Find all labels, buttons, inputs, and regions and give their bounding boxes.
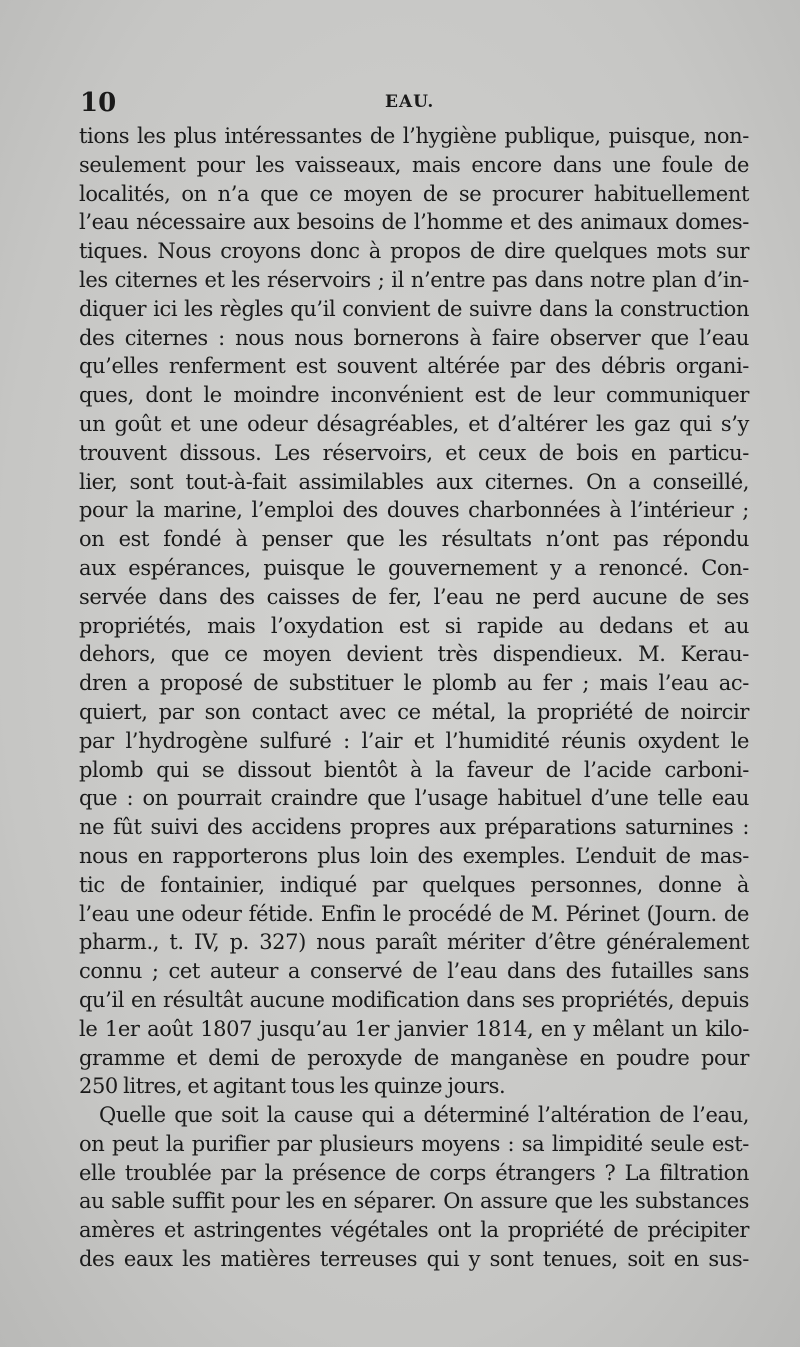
body-text — [79, 122, 749, 1274]
text-line: connu ; cet auteur a conservé de l’eau dans des futailles sans — [79, 959, 749, 984]
text-line: 250 litres, et agitant tous les quinze jours. — [79, 1074, 506, 1099]
text-line: le 1er août 1807 jusqu’au 1er janvier 1814, en y mêlant un kilo- — [79, 1016, 749, 1041]
text-line: elle troublée par la présence de corps étrangers ? La filtration — [79, 1160, 749, 1185]
text-line: on peut la purifier par plusieurs moyens : sa limpidité seule est- — [79, 1131, 749, 1156]
text-line: les citernes et les réservoirs ; il n’entre pas dans notre plan d’in- — [79, 267, 749, 292]
paragraph — [79, 1101, 749, 1274]
text-line: servée dans des caisses de fer, l’eau ne perd aucune de ses — [79, 584, 749, 609]
text-line: lier, sont tout-à-fait assimilables aux citernes. On a conseillé, — [79, 469, 749, 494]
text-line: Quelle que soit la cause qui a déterminé l’altération de l’eau, — [99, 1103, 749, 1128]
paragraph — [79, 122, 749, 1101]
text-line: plomb qui se dissout bientôt à la faveur de l’acide carboni- — [79, 757, 749, 782]
text-line: on est fondé à penser que les résultats n’ont pas répondu — [79, 527, 749, 552]
running-title: EAU. — [385, 92, 435, 112]
text-line: tions les plus intéressantes de l’hygiène publique, puisque, non- — [79, 124, 749, 148]
text-line: propriétés, mais l’oxydation est si rapide au dedans et au — [79, 613, 749, 638]
text-line: que : on pourrait craindre que l’usage habituel d’une telle eau — [79, 786, 749, 811]
text-line: des citernes : nous nous bornerons à faire observer que l’eau — [79, 325, 749, 350]
text-line: l’eau nécessaire aux besoins de l’homme et des animaux domes- — [79, 210, 749, 235]
text-line: pour la marine, l’emploi des douves charbonnées à l’intérieur ; — [79, 498, 749, 523]
text-line: au sable suffit pour les en séparer. On assure que les substances — [79, 1189, 749, 1214]
text-line: ne fût suivi des accidens propres aux préparations saturnines : — [79, 815, 749, 840]
text-line: aux espérances, puisque le gouvernement y a renoncé. Con- — [79, 555, 749, 580]
text-line: dehors, que ce moyen devient très dispendieux. M. Kerau- — [79, 642, 749, 667]
text-line: diquer ici les règles qu’il convient de suivre dans la construction — [79, 296, 749, 321]
text-line: trouvent dissous. Les réservoirs, et ceux de bois en particu- — [79, 440, 749, 465]
text-line: un goût et une odeur désagréables, et d’altérer les gaz qui s’y — [79, 411, 749, 436]
text-line: par l’hydrogène sulfuré : l’air et l’humidité réunis oxydent le — [79, 728, 749, 753]
text-line: seulement pour les vaisseaux, mais encore dans une foule de — [79, 152, 749, 177]
text-line: quiert, par son contact avec ce métal, la propriété de noircir — [79, 699, 749, 724]
text-line: pharm., t. IV, p. 327) nous paraît mériter d’être généralement — [79, 930, 749, 955]
text-line: des eaux les matières terreuses qui y sont tenues, soit en sus- — [79, 1247, 749, 1272]
text-line: dren a proposé de substituer le plomb au fer ; mais l’eau ac- — [79, 671, 749, 696]
page-number: 10 — [80, 88, 117, 118]
running-head — [80, 88, 750, 118]
text-line: tic de fontainier, indiqué par quelques personnes, donne à — [79, 872, 749, 897]
text-line: nous en rapporterons plus loin des exemples. L’enduit de mas- — [79, 843, 749, 868]
text-line: ques, dont le moindre inconvénient est de leur communiquer — [79, 383, 749, 408]
text-line: qu’il en résultât aucune modification dans ses propriétés, depuis — [79, 987, 749, 1012]
text-line: qu’elles renferment est souvent altérée par des débris organi- — [79, 354, 749, 379]
text-line: localités, on n’a que ce moyen de se procurer habituellement — [79, 181, 749, 206]
text-line: amères et astringentes végétales ont la propriété de précipiter — [79, 1218, 749, 1243]
text-line: l’eau une odeur fétide. Enfin le procédé de M. Périnet (Journ. de — [79, 901, 749, 926]
text-line: gramme et demi de peroxyde de manganèse en poudre pour — [79, 1045, 749, 1070]
text-line: tiques. Nous croyons donc à propos de dire quelques mots sur — [79, 239, 749, 264]
